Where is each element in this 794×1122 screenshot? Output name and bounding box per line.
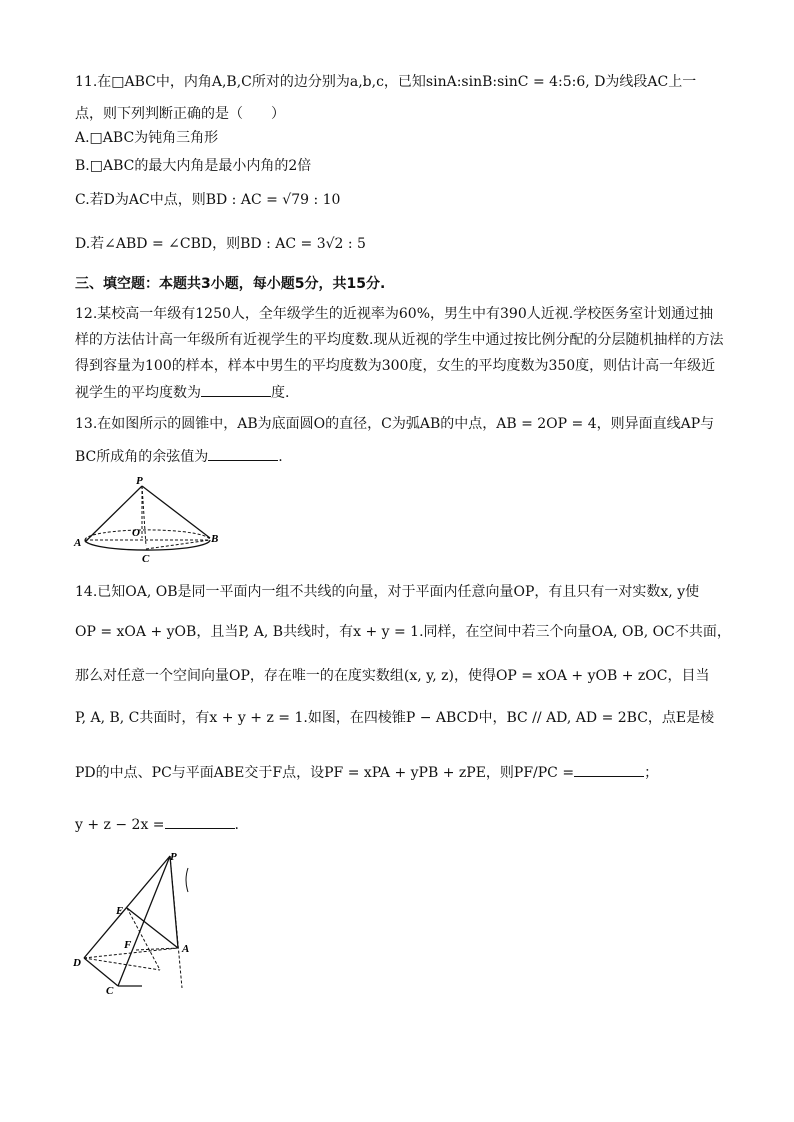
label-d: D xyxy=(73,957,81,969)
edge-dc xyxy=(84,958,118,986)
label-a: A xyxy=(74,537,82,549)
q14-answer-blank-2[interactable] xyxy=(165,814,235,829)
cone-figure xyxy=(70,472,240,567)
q11-option-b: B.□ABC的最大内角是最小内角的2倍 xyxy=(75,158,312,174)
segment-bc xyxy=(146,540,210,549)
segment-ea xyxy=(127,908,178,948)
q14-line5-end: ； xyxy=(644,765,659,781)
label-o: O xyxy=(132,527,140,539)
q13-line1: 13.在如图所示的圆锥中，AB为底面圆O的直径，C为弧AB的中点，AB = 2OP = 4，则异面直线AP与 xyxy=(75,416,715,432)
q12-line3: 得到容量为100的样本，样本中男生的平均度数为300度，女生的平均度数为350度，则估计高一年级近 xyxy=(75,358,716,374)
q12-line4 xyxy=(75,382,289,403)
q14-line6 xyxy=(75,814,239,835)
q14-line2: OP = xOA + yOB，且当P, A, B共线时，有x + y = 1.同样，在空间中若三个向量OA, OB, OC不共面， xyxy=(75,624,731,640)
q12-answer-blank[interactable] xyxy=(201,382,271,397)
q11-option-c: C.若D为AC中点，则BD : AC = √79 : 10 xyxy=(75,192,341,208)
q11-line1: 11.在□ABC中，内角A,B,C所对的边分别为a,b,c，已知sinA:sinB:sinC = 4:5:6, D为线段AC上一 xyxy=(75,74,697,90)
q13-answer-blank[interactable] xyxy=(208,446,278,461)
q14-line4: P, A, B, C共面时，有x + y + z = 1.如图，在四棱锥P − ABCD中，BC // AD, AD = 2BC，点E是棱 xyxy=(75,710,715,726)
q12-line1: 12.某校高一年级有1250人，全年级学生的近视率为60%，男生中有390人近视.学校医务室计划通过抽 xyxy=(75,306,714,322)
q14-answer-blank-1[interactable] xyxy=(574,762,644,777)
q14-line6-text: y + z − 2x = xyxy=(75,817,165,833)
q13-line2-end: . xyxy=(278,449,283,465)
figure-mark xyxy=(186,868,188,892)
label-p: P xyxy=(136,475,143,487)
q13-line2 xyxy=(75,446,283,467)
section-title: 三、填空题：本题共3小题，每小题5分，共15分. xyxy=(75,276,386,292)
q14-line6-end: . xyxy=(234,817,239,833)
base-back-arc xyxy=(85,530,210,540)
segment-eb xyxy=(127,908,160,970)
cone-edge-pc xyxy=(142,486,146,546)
label-f: F xyxy=(124,939,132,951)
q12-line2: 样的方法估计高一年级所有近视学生的平均度数.现从近视的学生中通过按比例分配的分层随机抽样的方法 xyxy=(75,332,724,348)
q14-line1: 14.已知OA, OB是同一平面内一组不共线的向量，对于平面内任意向量OP，有且只有一对实数x, y使 xyxy=(75,584,700,600)
q11-line2: 点，则下列判断正确的是（ ） xyxy=(75,106,285,122)
q14-line5 xyxy=(75,762,658,783)
q14-line3: 那么对任意一个空间向量OP，存在唯一的在度实数组(x, y, z)，使得OP = xOA + yOB + zOC，目当 xyxy=(75,668,710,684)
label-e: E xyxy=(116,905,124,917)
label-a: A xyxy=(182,943,190,955)
q13-line2-text: BC所成角的余弦值为 xyxy=(75,449,209,465)
q11-option-a: A.□ABC为钝角三角形 xyxy=(75,130,219,146)
label-b: B xyxy=(211,533,219,545)
label-c: C xyxy=(106,985,114,997)
q12-line4-end: 度. xyxy=(271,385,290,401)
cone-edge-pb xyxy=(142,486,210,538)
pyramid-figure xyxy=(70,848,210,998)
segment-fa xyxy=(136,948,178,950)
q14-line5-text: PD的中点、PC与平面ABE交于F点，设PF = xPA + yPB + zPE，则PF/PC = xyxy=(75,765,575,781)
q12-line4-text: 视学生的平均度数为 xyxy=(75,385,201,401)
label-c: C xyxy=(142,553,150,565)
q11-option-d: D.若∠ABD = ∠CBD，则BD : AC = 3√2 : 5 xyxy=(75,236,366,252)
label-p: P xyxy=(170,851,177,863)
